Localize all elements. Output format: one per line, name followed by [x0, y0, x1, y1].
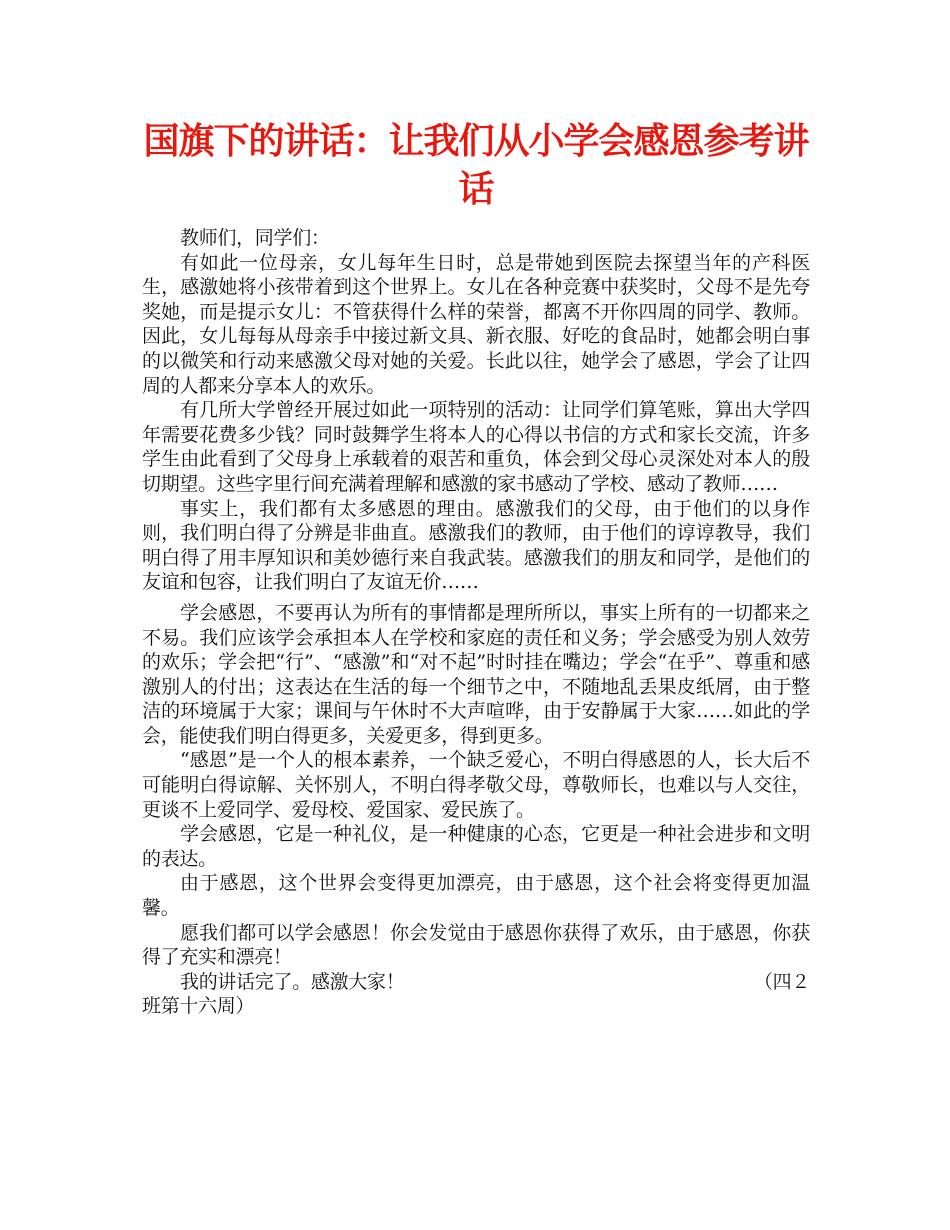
- paragraph: 事实上，我们都有太多感恩的理由。感激我们的父母，由于他们的以身作则，我们明白得了分辨是非曲直。感激我们的教师，由于他们的谆谆教导，我们明白得了用丰厚知识和美妙德行来自我武装。感激我们的朋友和同学，是他们的友谊和包容，让我们明白了友谊无价……: [142, 497, 810, 594]
- signature-end: 班第十六周）: [142, 995, 255, 1018]
- paragraph: 有几所大学曾经开展过如此一项特别的活动：让同学们算笔账，算出大学四年需要花费多少钱？同时鼓舞学生将本人的心得以书信的方式和家长交流，许多学生由此看到了父母身上承载着的艰苦和重负，体会到父母心灵深处对本人的殷切期望。这些字里行间充满着理解和感激的家书感动了学校、感动了教师……: [142, 399, 810, 495]
- salutation: 教师们，同学们：: [180, 227, 330, 249]
- signature-start: （四２: [753, 970, 810, 993]
- paragraph: 有如此一位母亲，女儿每年生日时，总是带她到医院去探望当年的产科医生，感激她将小孩带着到这个世界上。女儿在各种竞赛中获奖时，父母不是先夸奖她，而是提示女儿：不管获得什么样的荣誉，都离不开你四周的同学、教师。因此，女儿每每从母亲手中接过新文具、新衣服、好吃的食品时，她都会明白事的以微笑和行动来感激父母对她的关爱。长此以往，她学会了感恩，学会了让四周的人都来分享本人的欢乐。: [142, 251, 810, 397]
- document-page: [142, 118, 810, 1019]
- closing-text: 我的讲话完了。感激大家！: [180, 970, 405, 993]
- closing-line: [142, 970, 810, 995]
- paragraph: 学会感恩，它是一种礼仪，是一种健康的心态，它更是一种社会进步和文明的表达。: [142, 823, 810, 870]
- document-body: [142, 226, 810, 970]
- document-title: 国旗下的讲话：让我们从小学会感恩参考讲话: [143, 121, 809, 210]
- paragraph: 由于感恩，这个世界会变得更加漂亮，由于感恩，这个社会将变得更加温馨。: [142, 872, 810, 920]
- paragraph: 学会感恩，不要再认为所有的事情都是理所所以，事实上所有的一切都来之不易。我们应该学会承担本人在学校和家庭的责任和义务；学会感受为别人效劳的欢乐；学会把“行”、“感激”和“对不起”时时挂在嘴边；学会“在乎”、尊重和感激别人的付出；这表达在生活的每一个细节之中，不随地乱丢果皮纸屑，由于整洁的环境属于大家；课间与午休时不大声喧哗，由于安静属于大家……如此的学会，能使我们明白得更多，关爱更多，得到更多。: [142, 601, 810, 747]
- paragraph: 愿我们都可以学会感恩！你会发觉由于感恩你获得了欢乐，由于感恩，你获得了充实和漂亮！: [142, 921, 810, 969]
- paragraph: “感恩”是一个人的根本素养，一个缺乏爱心，不明白得感恩的人，长大后不可能明白得谅解、关怀别人，不明白得孝敬父母，尊敬师长，也难以与人交往，更谈不上爱同学、爱母校、爱国家、爱民族了。: [142, 749, 810, 821]
